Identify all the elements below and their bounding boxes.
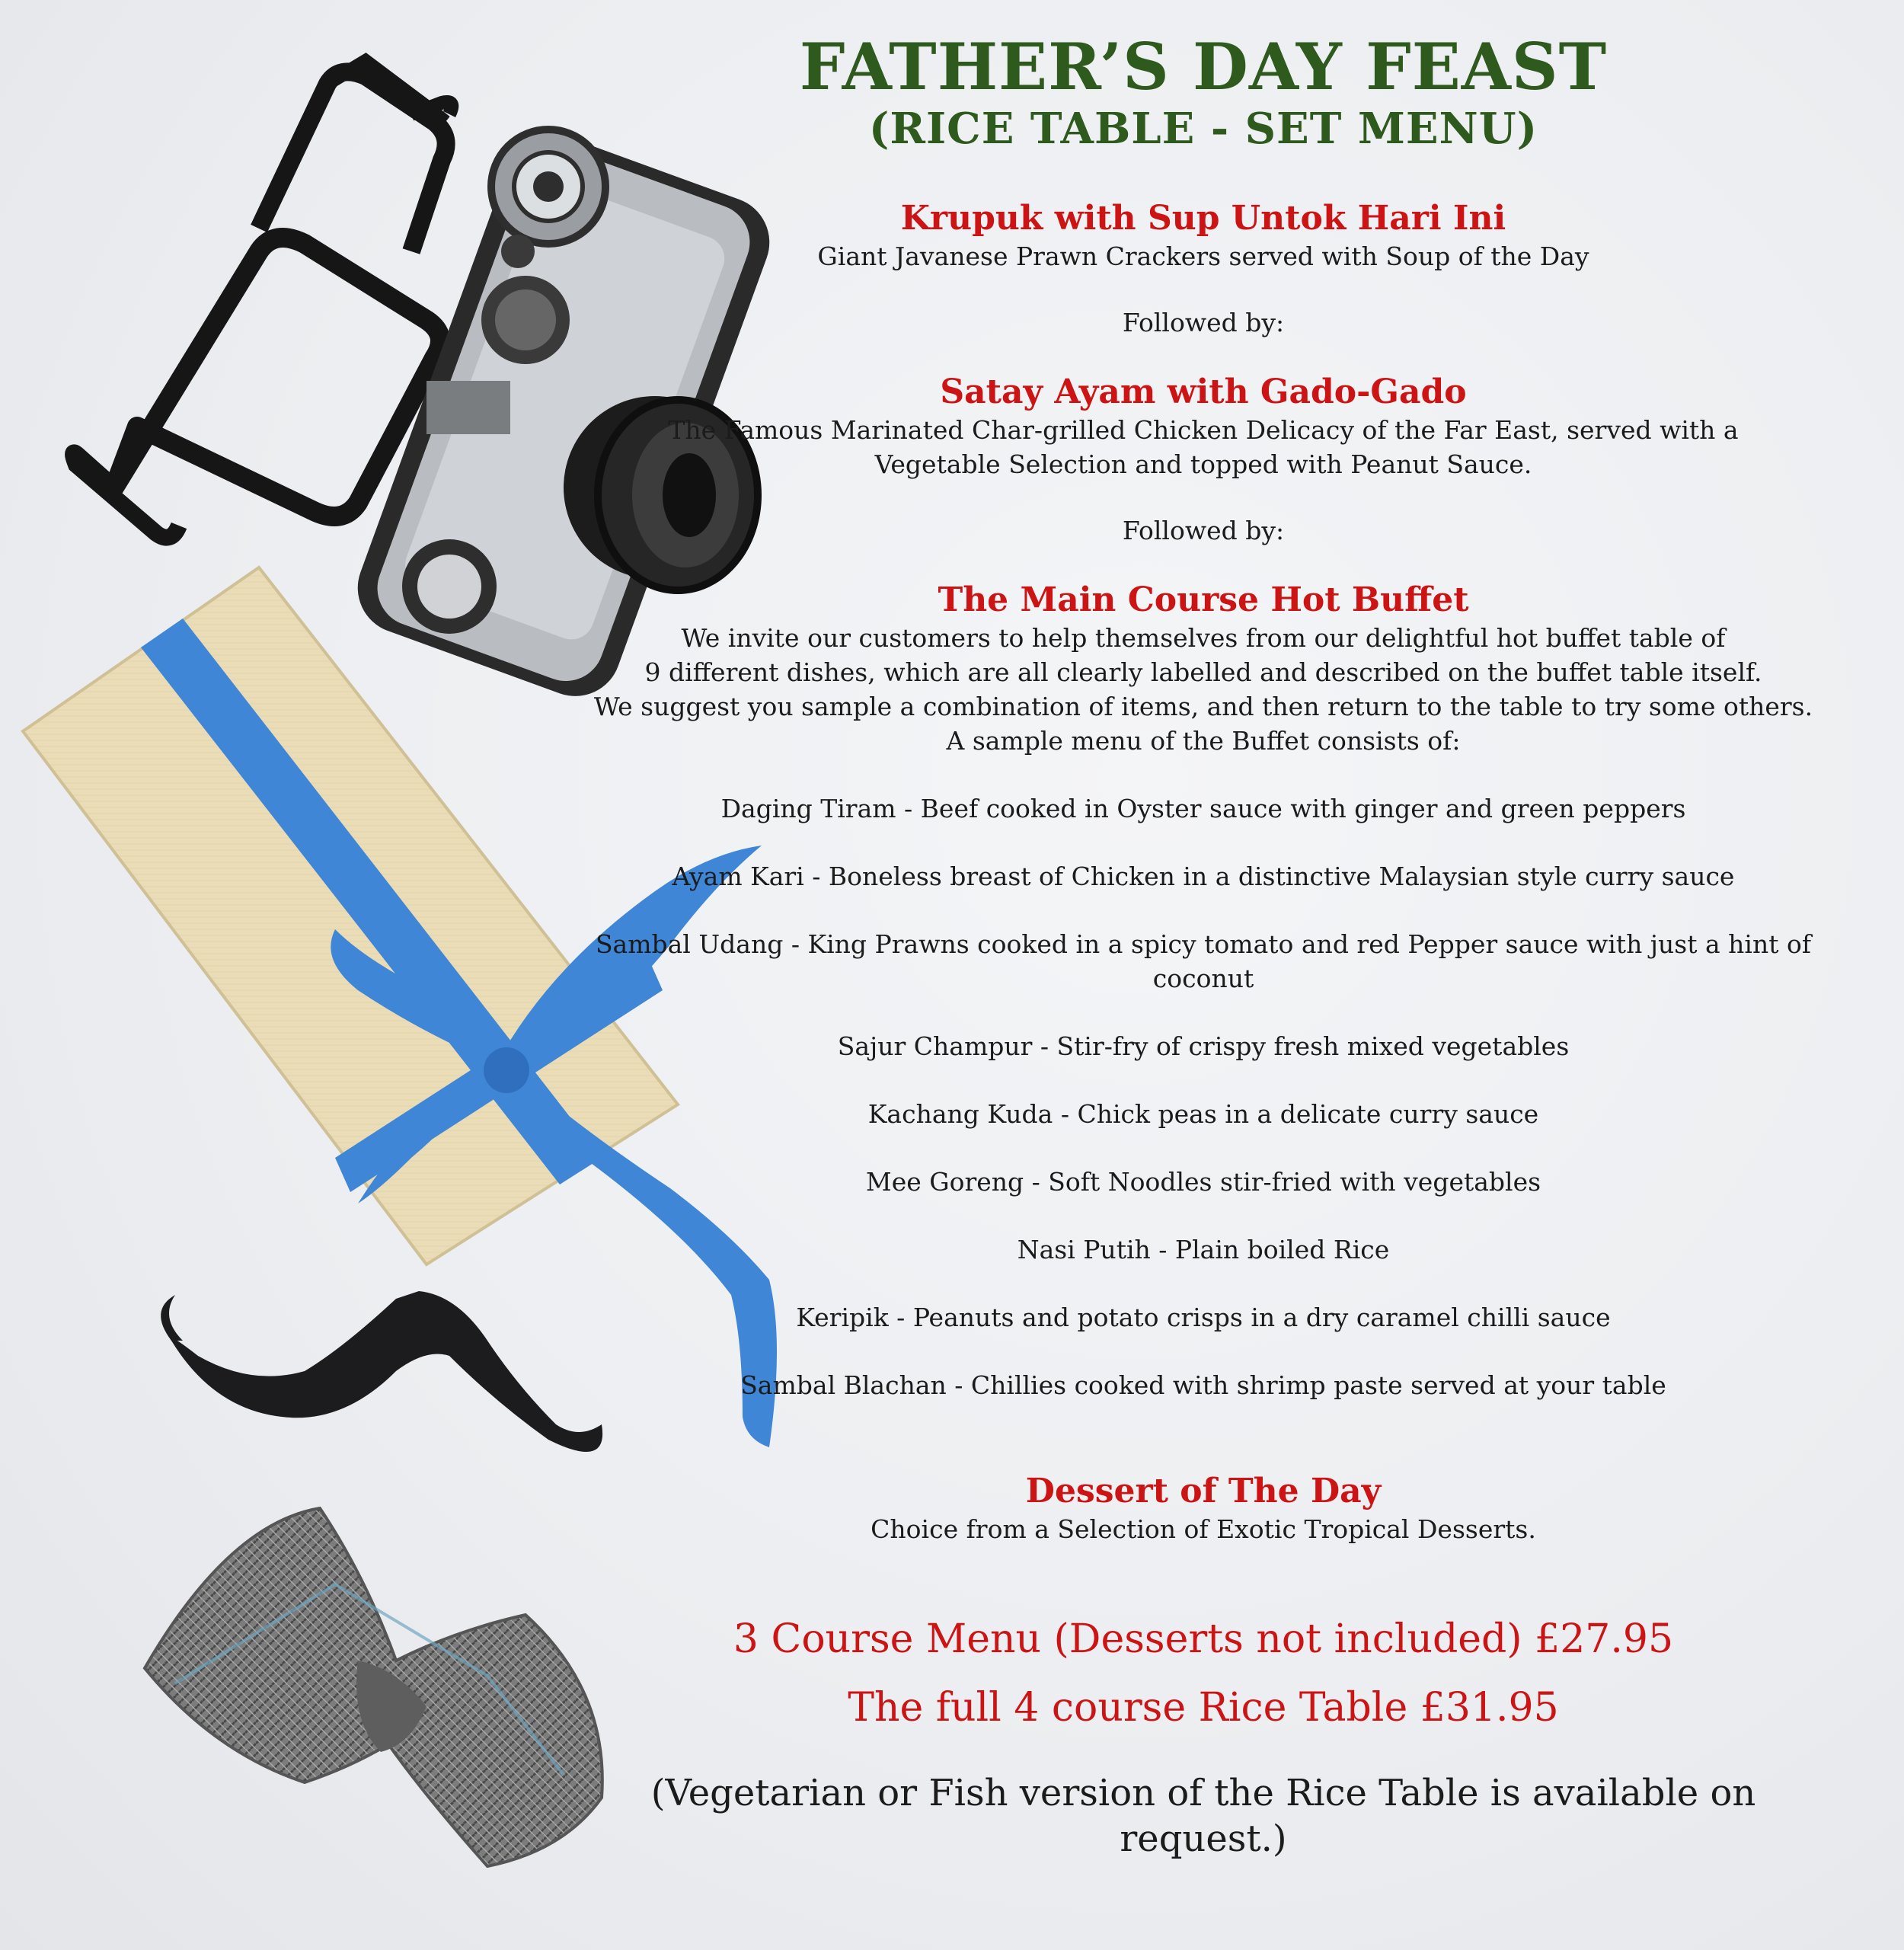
mustache-icon bbox=[161, 1291, 602, 1452]
course-starter bbox=[579, 198, 1828, 273]
list-item: Keripik - Peanuts and potato crisps in a dry caramel chilli sauce bbox=[796, 1303, 1611, 1332]
course-description-line: A sample menu of the Buffet consists of: bbox=[946, 726, 1461, 756]
course-description-line: 9 different dishes, which are all clearly labelled and described on the buffet table itself. bbox=[644, 657, 1762, 687]
followed-by-text: Followed by: bbox=[1122, 308, 1285, 337]
course-title: The Main Course Hot Buffet bbox=[938, 580, 1469, 619]
price-four-course: The full 4 course Rice Table £31.95 bbox=[848, 1685, 1559, 1731]
page-subtitle: (RICE TABLE - SET MENU) bbox=[868, 104, 1538, 154]
list-item: Ayam Kari - Boneless breast of Chicken in a distinctive Malaysian style curry sauce bbox=[672, 862, 1735, 891]
availability-note: (Vegetarian or Fish version of the Rice Table is available on request.) bbox=[650, 1772, 1756, 1860]
course-title: Krupuk with Sup Untok Hari Ini bbox=[900, 199, 1506, 238]
course-description-line: The Famous Marinated Char-grilled Chicken Delicacy of the Far East, served with a bbox=[668, 415, 1739, 445]
buffet-list bbox=[579, 791, 1828, 1402]
list-item: Sajur Champur - Stir-fry of crispy fresh mixed vegetables bbox=[837, 1031, 1570, 1061]
menu-content bbox=[579, 30, 1828, 1862]
course-description: Choice from a Selection of Exotic Tropical Desserts. bbox=[871, 1514, 1536, 1544]
course-description-line: We invite our customers to help themselves from our delightful hot buffet table of bbox=[681, 623, 1726, 653]
price-three-course: 3 Course Menu (Desserts not included) £27.95 bbox=[733, 1616, 1674, 1662]
glasses-icon bbox=[73, 61, 452, 538]
course-description: Giant Javanese Prawn Crackers served with Soup of the Day bbox=[817, 241, 1589, 271]
course-dessert bbox=[579, 1471, 1828, 1546]
course-satay bbox=[579, 372, 1828, 481]
list-item: Daging Tiram - Beef cooked in Oyster sauce with ginger and green peppers bbox=[720, 794, 1686, 823]
course-title: Dessert of The Day bbox=[1025, 1472, 1382, 1510]
page-title: FATHER’S DAY FEAST bbox=[799, 29, 1608, 104]
list-item: Mee Goreng - Soft Noodles stir-fried with vegetables bbox=[865, 1167, 1541, 1197]
list-item: Sambal Udang - King Prawns cooked in a spicy tomato and red Pepper sauce with just a hint of coconut bbox=[595, 929, 1812, 993]
course-description-line: Vegetable Selection and topped with Peanut Sauce. bbox=[874, 449, 1532, 479]
list-item: Nasi Putih - Plain boiled Rice bbox=[1017, 1235, 1390, 1264]
course-buffet bbox=[579, 580, 1828, 1402]
followed-by-text: Followed by: bbox=[1122, 516, 1285, 545]
list-item: Kachang Kuda - Chick peas in a delicate curry sauce bbox=[867, 1099, 1539, 1129]
price-block bbox=[579, 1615, 1828, 1732]
bow-tie-icon bbox=[145, 1508, 602, 1866]
list-item: Sambal Blachan - Chillies cooked with shrimp paste served at your table bbox=[740, 1370, 1666, 1400]
course-title: Satay Ayam with Gado-Gado bbox=[940, 372, 1467, 411]
course-description-line: We suggest you sample a combination of items, and then return to the table to try some others. bbox=[593, 692, 1813, 721]
